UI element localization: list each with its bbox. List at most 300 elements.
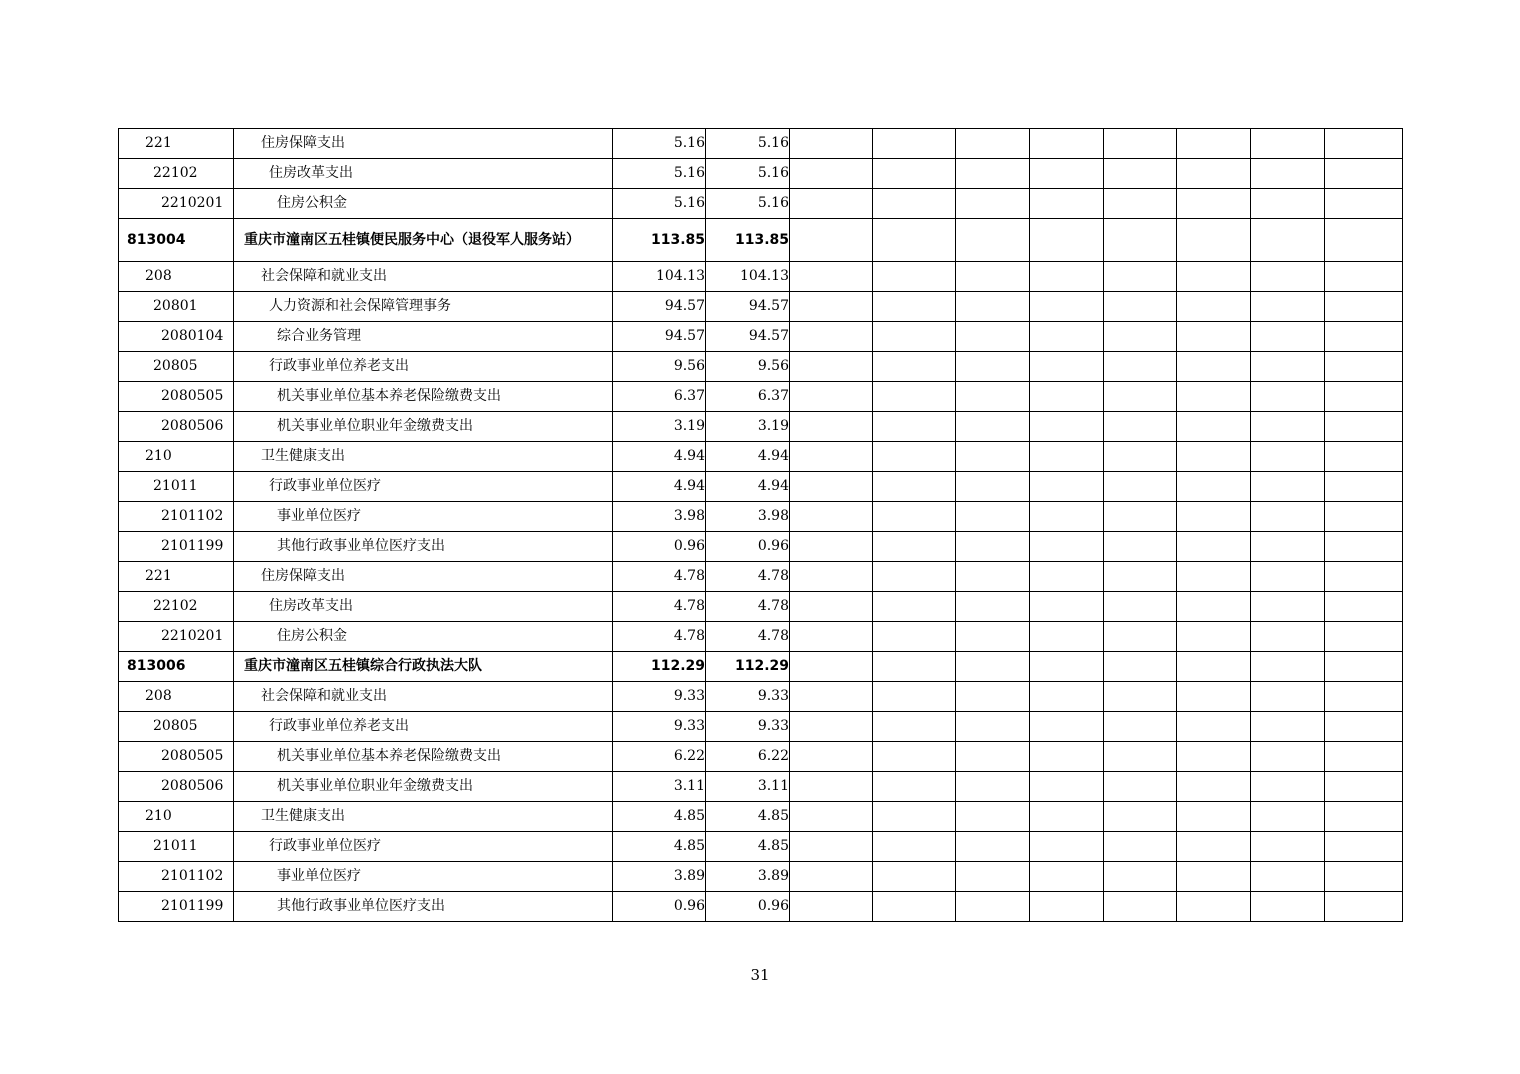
empty-cell <box>1325 189 1403 219</box>
empty-cell <box>956 772 1030 802</box>
empty-cell <box>1104 472 1177 502</box>
empty-cell <box>873 532 956 562</box>
unit-row <box>119 652 1403 682</box>
empty-cell <box>956 159 1030 189</box>
empty-cell <box>1251 802 1325 832</box>
empty-cell <box>873 189 956 219</box>
empty-cell <box>956 802 1030 832</box>
subject-name-cell: 住房公积金 <box>234 189 613 219</box>
basic-expenditure-cell: 9.33 <box>706 682 790 712</box>
empty-cell <box>1177 592 1251 622</box>
empty-cell <box>956 262 1030 292</box>
table-row <box>119 189 1403 219</box>
empty-cell <box>873 802 956 832</box>
basic-expenditure-cell: 112.29 <box>706 652 790 682</box>
total-amount-cell: 5.16 <box>613 189 706 219</box>
empty-cell <box>1177 472 1251 502</box>
subject-name-cell: 卫生健康支出 <box>234 802 613 832</box>
table-row <box>119 502 1403 532</box>
basic-expenditure-cell: 9.56 <box>706 352 790 382</box>
total-amount-cell: 9.56 <box>613 352 706 382</box>
empty-cell <box>1030 832 1104 862</box>
empty-cell <box>873 382 956 412</box>
basic-expenditure-cell: 0.96 <box>706 892 790 922</box>
total-amount-cell: 6.37 <box>613 382 706 412</box>
empty-cell <box>790 742 873 772</box>
empty-cell <box>1104 682 1177 712</box>
empty-cell <box>1251 652 1325 682</box>
subject-code-cell: 20805 <box>119 352 234 382</box>
empty-cell <box>1104 219 1177 262</box>
total-amount-cell: 4.85 <box>613 832 706 862</box>
basic-expenditure-cell: 6.22 <box>706 742 790 772</box>
subject-name-cell: 社会保障和就业支出 <box>234 262 613 292</box>
empty-cell <box>1104 502 1177 532</box>
basic-expenditure-cell: 4.85 <box>706 802 790 832</box>
empty-cell <box>790 712 873 742</box>
empty-cell <box>1325 802 1403 832</box>
subject-code-cell: 21011 <box>119 832 234 862</box>
empty-cell <box>790 382 873 412</box>
total-amount-cell: 113.85 <box>613 219 706 262</box>
table-row <box>119 772 1403 802</box>
empty-cell <box>873 352 956 382</box>
empty-cell <box>956 189 1030 219</box>
subject-name-cell: 重庆市潼南区五桂镇便民服务中心（退役军人服务站） <box>234 219 613 262</box>
table-row <box>119 352 1403 382</box>
empty-cell <box>790 652 873 682</box>
basic-expenditure-cell: 6.37 <box>706 382 790 412</box>
subject-code-cell: 2101102 <box>119 502 234 532</box>
empty-cell <box>1177 159 1251 189</box>
basic-expenditure-cell: 113.85 <box>706 219 790 262</box>
table-row <box>119 129 1403 159</box>
empty-cell <box>1251 159 1325 189</box>
empty-cell <box>873 219 956 262</box>
basic-expenditure-cell: 3.89 <box>706 862 790 892</box>
empty-cell <box>790 442 873 472</box>
empty-cell <box>790 682 873 712</box>
empty-cell <box>790 862 873 892</box>
table-row <box>119 622 1403 652</box>
empty-cell <box>1030 562 1104 592</box>
total-amount-cell: 3.89 <box>613 862 706 892</box>
empty-cell <box>1251 832 1325 862</box>
empty-cell <box>1177 129 1251 159</box>
empty-cell <box>790 622 873 652</box>
empty-cell <box>1325 502 1403 532</box>
table-row <box>119 592 1403 622</box>
empty-cell <box>1325 862 1403 892</box>
empty-cell <box>873 129 956 159</box>
empty-cell <box>956 472 1030 502</box>
empty-cell <box>1104 832 1177 862</box>
empty-cell <box>1030 652 1104 682</box>
total-amount-cell: 3.19 <box>613 412 706 442</box>
empty-cell <box>1325 322 1403 352</box>
empty-cell <box>1104 352 1177 382</box>
empty-cell <box>1325 742 1403 772</box>
empty-cell <box>1325 622 1403 652</box>
empty-cell <box>790 892 873 922</box>
basic-expenditure-cell: 0.96 <box>706 532 790 562</box>
empty-cell <box>1177 712 1251 742</box>
subject-code-cell: 2080506 <box>119 772 234 802</box>
empty-cell <box>1177 442 1251 472</box>
basic-expenditure-cell: 94.57 <box>706 322 790 352</box>
total-amount-cell: 94.57 <box>613 322 706 352</box>
empty-cell <box>956 382 1030 412</box>
subject-name-cell: 社会保障和就业支出 <box>234 682 613 712</box>
basic-expenditure-cell: 4.85 <box>706 832 790 862</box>
total-amount-cell: 5.16 <box>613 129 706 159</box>
basic-expenditure-cell: 4.78 <box>706 622 790 652</box>
empty-cell <box>790 592 873 622</box>
table-row <box>119 562 1403 592</box>
subject-code-cell: 208 <box>119 262 234 292</box>
subject-name-cell: 住房改革支出 <box>234 592 613 622</box>
empty-cell <box>1325 712 1403 742</box>
subject-name-cell: 人力资源和社会保障管理事务 <box>234 292 613 322</box>
empty-cell <box>1177 892 1251 922</box>
empty-cell <box>873 622 956 652</box>
subject-name-cell: 机关事业单位基本养老保险缴费支出 <box>234 382 613 412</box>
empty-cell <box>790 159 873 189</box>
basic-expenditure-cell: 3.19 <box>706 412 790 442</box>
empty-cell <box>1325 262 1403 292</box>
total-amount-cell: 4.78 <box>613 562 706 592</box>
table-row <box>119 382 1403 412</box>
empty-cell <box>790 322 873 352</box>
empty-cell <box>1030 502 1104 532</box>
subject-code-cell: 2101199 <box>119 892 234 922</box>
empty-cell <box>790 562 873 592</box>
empty-cell <box>1325 412 1403 442</box>
empty-cell <box>1251 472 1325 502</box>
empty-cell <box>1104 652 1177 682</box>
empty-cell <box>1177 322 1251 352</box>
subject-name-cell: 其他行政事业单位医疗支出 <box>234 532 613 562</box>
empty-cell <box>956 682 1030 712</box>
subject-code-cell: 2101199 <box>119 532 234 562</box>
empty-cell <box>1030 892 1104 922</box>
subject-code-cell: 2210201 <box>119 189 234 219</box>
subject-name-cell: 事业单位医疗 <box>234 862 613 892</box>
total-amount-cell: 3.11 <box>613 772 706 802</box>
empty-cell <box>956 442 1030 472</box>
empty-cell <box>1251 292 1325 322</box>
basic-expenditure-cell: 4.94 <box>706 472 790 502</box>
empty-cell <box>1104 742 1177 772</box>
empty-cell <box>1177 352 1251 382</box>
empty-cell <box>1251 682 1325 712</box>
empty-cell <box>790 502 873 532</box>
empty-cell <box>1177 742 1251 772</box>
empty-cell <box>956 742 1030 772</box>
empty-cell <box>956 832 1030 862</box>
table-row <box>119 292 1403 322</box>
subject-name-cell: 卫生健康支出 <box>234 442 613 472</box>
empty-cell <box>1030 322 1104 352</box>
empty-cell <box>1325 352 1403 382</box>
empty-cell <box>1325 592 1403 622</box>
empty-cell <box>1325 442 1403 472</box>
empty-cell <box>1251 712 1325 742</box>
table-row <box>119 262 1403 292</box>
subject-code-cell: 22102 <box>119 592 234 622</box>
empty-cell <box>1177 832 1251 862</box>
table-row <box>119 682 1403 712</box>
empty-cell <box>790 412 873 442</box>
basic-expenditure-cell: 94.57 <box>706 292 790 322</box>
table-row <box>119 832 1403 862</box>
empty-cell <box>956 712 1030 742</box>
empty-cell <box>1325 292 1403 322</box>
empty-cell <box>1104 129 1177 159</box>
empty-cell <box>1104 862 1177 892</box>
empty-cell <box>1251 862 1325 892</box>
empty-cell <box>873 159 956 189</box>
total-amount-cell: 3.98 <box>613 502 706 532</box>
empty-cell <box>873 652 956 682</box>
subject-code-cell: 813004 <box>119 219 234 262</box>
empty-cell <box>1177 262 1251 292</box>
empty-cell <box>1251 189 1325 219</box>
empty-cell <box>873 442 956 472</box>
total-amount-cell: 0.96 <box>613 532 706 562</box>
subject-name-cell: 住房保障支出 <box>234 562 613 592</box>
unit-row <box>119 219 1403 262</box>
empty-cell <box>790 352 873 382</box>
empty-cell <box>1030 862 1104 892</box>
basic-expenditure-cell: 9.33 <box>706 712 790 742</box>
empty-cell <box>1030 592 1104 622</box>
empty-cell <box>956 622 1030 652</box>
basic-expenditure-cell: 4.78 <box>706 592 790 622</box>
empty-cell <box>1325 159 1403 189</box>
total-amount-cell: 0.96 <box>613 892 706 922</box>
empty-cell <box>1104 159 1177 189</box>
table-row <box>119 802 1403 832</box>
table-body <box>119 129 1403 922</box>
subject-code-cell: 22102 <box>119 159 234 189</box>
empty-cell <box>1104 442 1177 472</box>
empty-cell <box>1177 532 1251 562</box>
subject-name-cell: 住房保障支出 <box>234 129 613 159</box>
subject-code-cell: 2080104 <box>119 322 234 352</box>
empty-cell <box>1251 442 1325 472</box>
basic-expenditure-cell: 3.11 <box>706 772 790 802</box>
total-amount-cell: 4.78 <box>613 622 706 652</box>
empty-cell <box>790 189 873 219</box>
empty-cell <box>790 219 873 262</box>
basic-expenditure-cell: 5.16 <box>706 189 790 219</box>
total-amount-cell: 4.94 <box>613 472 706 502</box>
empty-cell <box>1177 652 1251 682</box>
empty-cell <box>790 292 873 322</box>
empty-cell <box>956 129 1030 159</box>
empty-cell <box>1177 682 1251 712</box>
empty-cell <box>1104 772 1177 802</box>
subject-code-cell: 210 <box>119 802 234 832</box>
basic-expenditure-cell: 3.98 <box>706 502 790 532</box>
basic-expenditure-cell: 5.16 <box>706 129 790 159</box>
empty-cell <box>790 532 873 562</box>
basic-expenditure-cell: 4.94 <box>706 442 790 472</box>
empty-cell <box>1177 562 1251 592</box>
total-amount-cell: 4.78 <box>613 592 706 622</box>
empty-cell <box>1104 382 1177 412</box>
empty-cell <box>1251 592 1325 622</box>
empty-cell <box>873 262 956 292</box>
empty-cell <box>956 862 1030 892</box>
empty-cell <box>956 352 1030 382</box>
empty-cell <box>1104 562 1177 592</box>
table-row <box>119 532 1403 562</box>
empty-cell <box>873 892 956 922</box>
total-amount-cell: 6.22 <box>613 742 706 772</box>
subject-code-cell: 208 <box>119 682 234 712</box>
total-amount-cell: 4.85 <box>613 802 706 832</box>
basic-expenditure-cell: 4.78 <box>706 562 790 592</box>
empty-cell <box>873 682 956 712</box>
subject-name-cell: 综合业务管理 <box>234 322 613 352</box>
empty-cell <box>956 652 1030 682</box>
empty-cell <box>1177 412 1251 442</box>
empty-cell <box>1177 292 1251 322</box>
empty-cell <box>956 502 1030 532</box>
empty-cell <box>1251 412 1325 442</box>
empty-cell <box>1325 472 1403 502</box>
total-amount-cell: 4.94 <box>613 442 706 472</box>
subject-name-cell: 机关事业单位职业年金缴费支出 <box>234 772 613 802</box>
subject-name-cell: 行政事业单位养老支出 <box>234 352 613 382</box>
empty-cell <box>1104 802 1177 832</box>
empty-cell <box>1251 772 1325 802</box>
empty-cell <box>1177 802 1251 832</box>
empty-cell <box>1030 802 1104 832</box>
empty-cell <box>790 802 873 832</box>
empty-cell <box>1325 892 1403 922</box>
table-row <box>119 712 1403 742</box>
subject-code-cell: 20801 <box>119 292 234 322</box>
empty-cell <box>956 592 1030 622</box>
empty-cell <box>956 219 1030 262</box>
empty-cell <box>873 502 956 532</box>
empty-cell <box>1030 712 1104 742</box>
subject-name-cell: 重庆市潼南区五桂镇综合行政执法大队 <box>234 652 613 682</box>
subject-name-cell: 住房改革支出 <box>234 159 613 189</box>
table-row <box>119 892 1403 922</box>
subject-name-cell: 行政事业单位养老支出 <box>234 712 613 742</box>
table-row <box>119 159 1403 189</box>
empty-cell <box>1325 532 1403 562</box>
empty-cell <box>790 772 873 802</box>
subject-code-cell: 813006 <box>119 652 234 682</box>
empty-cell <box>1104 189 1177 219</box>
empty-cell <box>1104 592 1177 622</box>
total-amount-cell: 104.13 <box>613 262 706 292</box>
table-row <box>119 862 1403 892</box>
empty-cell <box>1251 322 1325 352</box>
total-amount-cell: 5.16 <box>613 159 706 189</box>
empty-cell <box>873 292 956 322</box>
empty-cell <box>1251 219 1325 262</box>
empty-cell <box>1177 382 1251 412</box>
empty-cell <box>873 472 956 502</box>
table-row <box>119 322 1403 352</box>
empty-cell <box>956 532 1030 562</box>
table-row <box>119 412 1403 442</box>
empty-cell <box>1177 622 1251 652</box>
empty-cell <box>873 562 956 592</box>
empty-cell <box>1030 772 1104 802</box>
subject-code-cell: 210 <box>119 442 234 472</box>
empty-cell <box>1251 262 1325 292</box>
empty-cell <box>1325 219 1403 262</box>
subject-name-cell: 住房公积金 <box>234 622 613 652</box>
empty-cell <box>873 712 956 742</box>
empty-cell <box>790 129 873 159</box>
empty-cell <box>1030 472 1104 502</box>
empty-cell <box>1177 772 1251 802</box>
subject-code-cell: 2080506 <box>119 412 234 442</box>
total-amount-cell: 9.33 <box>613 682 706 712</box>
total-amount-cell: 94.57 <box>613 292 706 322</box>
empty-cell <box>1030 352 1104 382</box>
empty-cell <box>1104 322 1177 352</box>
empty-cell <box>790 262 873 292</box>
empty-cell <box>956 412 1030 442</box>
empty-cell <box>956 292 1030 322</box>
subject-name-cell: 其他行政事业单位医疗支出 <box>234 892 613 922</box>
empty-cell <box>1030 189 1104 219</box>
empty-cell <box>790 472 873 502</box>
table-row <box>119 742 1403 772</box>
empty-cell <box>1251 622 1325 652</box>
subject-code-cell: 2080505 <box>119 382 234 412</box>
subject-code-cell: 21011 <box>119 472 234 502</box>
empty-cell <box>1030 742 1104 772</box>
empty-cell <box>1030 442 1104 472</box>
basic-expenditure-cell: 5.16 <box>706 159 790 189</box>
empty-cell <box>1251 562 1325 592</box>
empty-cell <box>1104 892 1177 922</box>
subject-code-cell: 2080505 <box>119 742 234 772</box>
subject-name-cell: 事业单位医疗 <box>234 502 613 532</box>
empty-cell <box>1104 712 1177 742</box>
empty-cell <box>790 832 873 862</box>
empty-cell <box>1030 159 1104 189</box>
empty-cell <box>873 412 956 442</box>
empty-cell <box>1251 532 1325 562</box>
empty-cell <box>1030 622 1104 652</box>
empty-cell <box>873 742 956 772</box>
subject-name-cell: 行政事业单位医疗 <box>234 832 613 862</box>
empty-cell <box>1104 532 1177 562</box>
empty-cell <box>956 562 1030 592</box>
empty-cell <box>873 592 956 622</box>
empty-cell <box>1325 562 1403 592</box>
table-row <box>119 442 1403 472</box>
empty-cell <box>1325 772 1403 802</box>
empty-cell <box>1251 129 1325 159</box>
subject-name-cell: 机关事业单位职业年金缴费支出 <box>234 412 613 442</box>
empty-cell <box>1030 129 1104 159</box>
subject-code-cell: 2210201 <box>119 622 234 652</box>
empty-cell <box>1325 832 1403 862</box>
empty-cell <box>1325 682 1403 712</box>
